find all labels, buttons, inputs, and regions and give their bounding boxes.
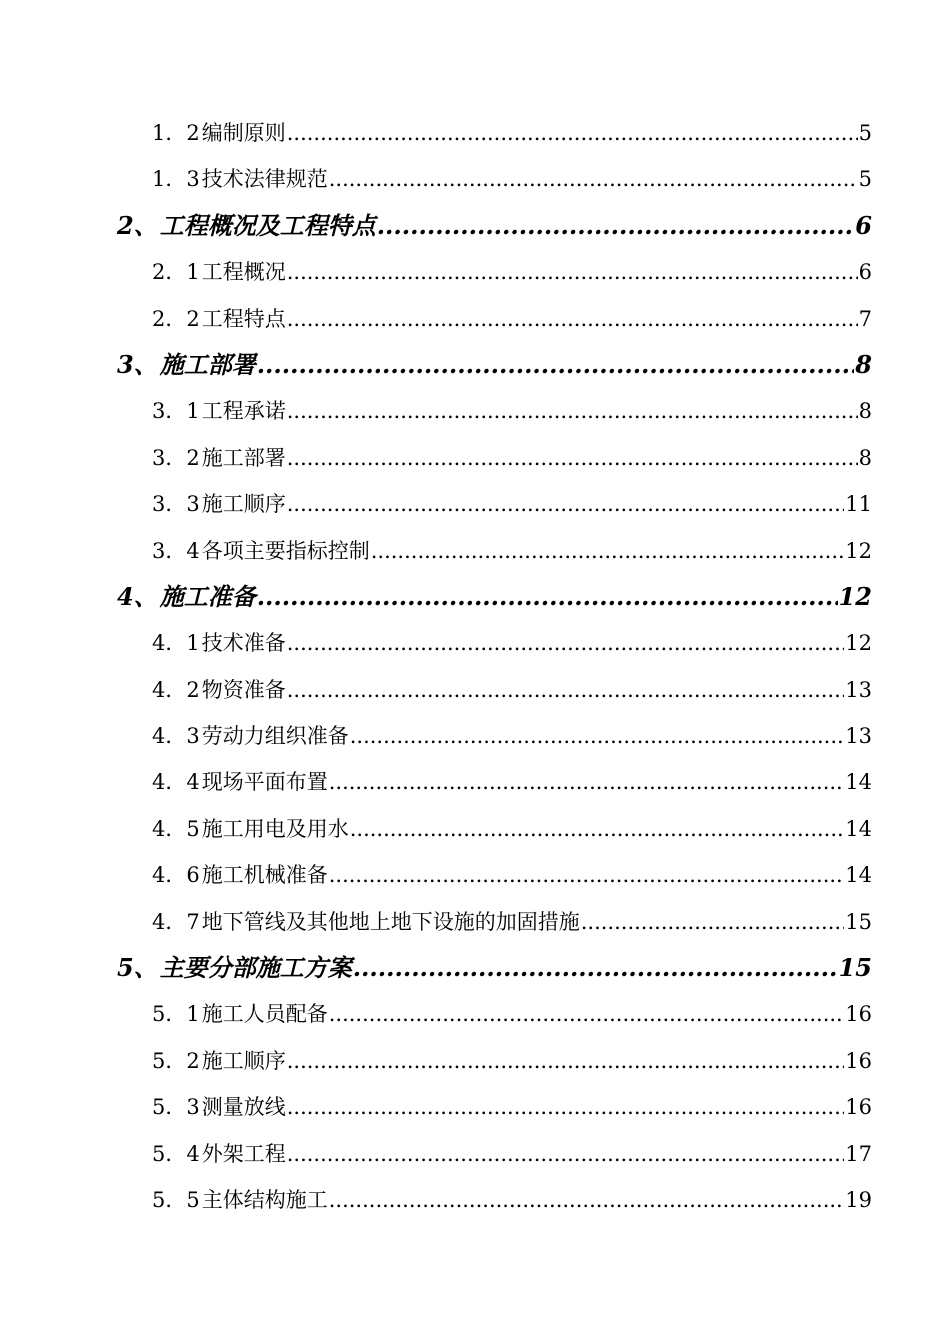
toc-entry-title: 施工准备 [159, 581, 256, 611]
toc-entry-title: 主要分部施工方案 [159, 953, 352, 983]
toc-dot-leader [287, 398, 858, 424]
toc-section-entry[interactable] [0, 156, 950, 202]
toc-entry-page-number: 12 [845, 538, 872, 563]
toc-dot-leader [350, 723, 845, 749]
toc-entry-row [117, 953, 872, 983]
toc-entry-row [152, 769, 872, 795]
toc-dot-leader [287, 259, 858, 285]
toc-entry-title: 工程概况 [201, 260, 286, 285]
toc-entry-page-number: 16 [845, 1095, 872, 1120]
toc-entry-title: 编制原则 [201, 121, 286, 145]
toc-section-entry[interactable] [0, 991, 950, 1037]
toc-dot-leader [287, 306, 858, 332]
toc-chapter-entry[interactable] [0, 203, 950, 249]
toc-section-entry[interactable] [0, 667, 950, 713]
toc-dot-leader [287, 445, 858, 471]
toc-entry-number: 3．1 [152, 399, 200, 424]
toc-dot-leader [353, 953, 838, 983]
toc-entry-number: 5．1 [152, 1002, 200, 1027]
toc-section-entry[interactable] [0, 1131, 950, 1177]
toc-entry-page-number: 13 [845, 677, 872, 702]
toc-section-entry[interactable] [0, 899, 950, 945]
toc-entry-row [152, 120, 872, 146]
toc-entry-row [152, 816, 872, 842]
toc-dot-leader [287, 1094, 845, 1120]
toc-entry-number: 4．2 [152, 677, 200, 702]
toc-entry-number: 1．3 [152, 167, 200, 192]
toc-entry-page-number: 8 [855, 349, 872, 379]
toc-entry-title: 技术准备 [201, 631, 286, 656]
toc-section-entry[interactable] [0, 713, 950, 759]
toc-dot-leader [329, 166, 858, 192]
toc-dot-leader [257, 582, 838, 612]
toc-entry-row [152, 166, 872, 192]
toc-entry-row [152, 677, 872, 703]
toc-entry-title: 外架工程 [201, 1141, 286, 1166]
toc-entry-page-number: 14 [845, 816, 872, 841]
toc-entry-title: 施工部署 [201, 445, 286, 470]
toc-entry-title: 施工用电及用水 [201, 816, 349, 841]
toc-entry-page-number: 12 [838, 581, 872, 611]
toc-entry-number: 5．4 [152, 1141, 200, 1166]
toc-entry-number: 4．3 [152, 724, 200, 749]
toc-entry-page-number: 5 [858, 167, 872, 192]
toc-entry-page-number: 15 [845, 909, 872, 934]
toc-entry-row [152, 398, 872, 424]
toc-entry-number: 2．1 [152, 260, 200, 285]
toc-dot-leader [329, 1001, 845, 1027]
toc-entry-row [152, 259, 872, 285]
toc-section-entry[interactable] [0, 1084, 950, 1130]
toc-entry-title: 施工人员配备 [201, 1002, 328, 1027]
toc-entry-number: 5．3 [152, 1095, 200, 1120]
toc-entry-title: 工程概况及工程特点 [159, 210, 376, 240]
toc-entry-row [152, 1094, 872, 1120]
toc-section-entry[interactable] [0, 528, 950, 574]
toc-entry-number: 1．2 [152, 121, 200, 145]
toc-entry-row [117, 211, 872, 241]
toc-entry-title: 施工机械准备 [201, 863, 328, 888]
toc-dot-leader [287, 491, 845, 517]
toc-entry-title: 工程承诺 [201, 399, 286, 424]
toc-entry-number: 4、 [117, 581, 158, 611]
toc-entry-row [117, 582, 872, 612]
toc-entry-number: 4．4 [152, 770, 200, 795]
toc-entry-number: 3．3 [152, 492, 200, 517]
toc-entry-title: 物资准备 [201, 677, 286, 702]
toc-entry-page-number: 7 [858, 306, 872, 331]
toc-entry-number: 4．6 [152, 863, 200, 888]
toc-entry-row [152, 491, 872, 517]
toc-section-entry[interactable] [0, 759, 950, 805]
toc-section-entry[interactable] [0, 806, 950, 852]
toc-section-entry[interactable] [0, 110, 950, 156]
toc-entry-page-number: 11 [845, 492, 872, 517]
toc-entry-number: 2．2 [152, 306, 200, 331]
toc-section-entry[interactable] [0, 249, 950, 295]
toc-entry-row [152, 630, 872, 656]
toc-entry-title: 劳动力组织准备 [201, 724, 349, 749]
toc-entry-title: 测量放线 [201, 1095, 286, 1120]
toc-chapter-entry[interactable] [0, 945, 950, 991]
toc-dot-leader [371, 538, 845, 564]
toc-section-entry[interactable] [0, 1177, 950, 1223]
toc-dot-leader [329, 862, 845, 888]
toc-entry-page-number: 6 [858, 260, 872, 285]
toc-entry-number: 5．5 [152, 1187, 200, 1212]
toc-entry-title: 工程特点 [201, 306, 286, 331]
table-of-contents [0, 110, 950, 1223]
toc-entry-page-number: 12 [845, 631, 872, 656]
toc-entry-row [152, 1048, 872, 1074]
toc-entry-row [152, 862, 872, 888]
toc-entry-title: 施工顺序 [201, 1048, 286, 1073]
toc-entry-page-number: 19 [845, 1187, 872, 1212]
toc-dot-leader [287, 120, 858, 146]
toc-entry-page-number: 17 [845, 1141, 872, 1166]
toc-entry-number: 2、 [117, 210, 158, 240]
toc-chapter-entry[interactable] [0, 342, 950, 388]
toc-dot-leader [287, 1048, 845, 1074]
toc-section-entry[interactable] [0, 481, 950, 527]
toc-entry-page-number: 16 [845, 1002, 872, 1027]
toc-entry-number: 4．1 [152, 631, 200, 656]
toc-entry-title: 各项主要指标控制 [201, 538, 370, 563]
toc-section-entry[interactable] [0, 388, 950, 434]
toc-dot-leader [329, 1187, 845, 1213]
toc-dot-leader [257, 350, 855, 380]
toc-entry-title: 施工顺序 [201, 492, 286, 517]
toc-entry-title: 地下管线及其他地上地下设施的加固措施 [201, 909, 580, 934]
toc-entry-page-number: 13 [845, 724, 872, 749]
toc-entry-row [117, 350, 872, 380]
toc-entry-number: 5．2 [152, 1048, 200, 1073]
toc-entry-number: 4．5 [152, 816, 200, 841]
toc-entry-row [152, 1187, 872, 1213]
toc-entry-title: 现场平面布置 [201, 770, 328, 795]
toc-entry-number: 5、 [117, 953, 158, 983]
toc-entry-number: 3、 [117, 349, 158, 379]
toc-dot-leader [377, 211, 855, 241]
toc-dot-leader [287, 630, 845, 656]
toc-entry-row [152, 909, 872, 935]
toc-entry-row [152, 1001, 872, 1027]
toc-entry-title: 技术法律规范 [201, 167, 328, 192]
toc-dot-leader [287, 677, 845, 703]
toc-entry-row [152, 538, 872, 564]
toc-entry-title: 施工部署 [159, 349, 256, 379]
toc-entry-row [152, 723, 872, 749]
toc-chapter-entry[interactable] [0, 574, 950, 620]
toc-entry-number: 3．2 [152, 445, 200, 470]
toc-entry-page-number: 14 [845, 863, 872, 888]
toc-entry-number: 3．4 [152, 538, 200, 563]
toc-section-entry[interactable] [0, 435, 950, 481]
toc-entry-page-number: 15 [838, 953, 872, 983]
toc-dot-leader [350, 816, 845, 842]
toc-entry-page-number: 16 [845, 1048, 872, 1073]
toc-dot-leader [329, 769, 845, 795]
toc-dot-leader [581, 909, 845, 935]
toc-entry-page-number: 8 [858, 399, 872, 424]
toc-entry-page-number: 5 [858, 121, 872, 145]
toc-entry-number: 4．7 [152, 909, 200, 934]
toc-entry-title: 主体结构施工 [201, 1187, 328, 1212]
toc-entry-page-number: 14 [845, 770, 872, 795]
toc-entry-page-number: 8 [858, 445, 872, 470]
toc-section-entry[interactable] [0, 1038, 950, 1084]
toc-entry-page-number: 6 [855, 210, 872, 240]
toc-entry-row [152, 306, 872, 332]
toc-section-entry[interactable] [0, 296, 950, 342]
toc-dot-leader [287, 1141, 845, 1167]
toc-entry-row [152, 445, 872, 471]
toc-section-entry[interactable] [0, 620, 950, 666]
toc-entry-row [152, 1141, 872, 1167]
toc-section-entry[interactable] [0, 852, 950, 898]
